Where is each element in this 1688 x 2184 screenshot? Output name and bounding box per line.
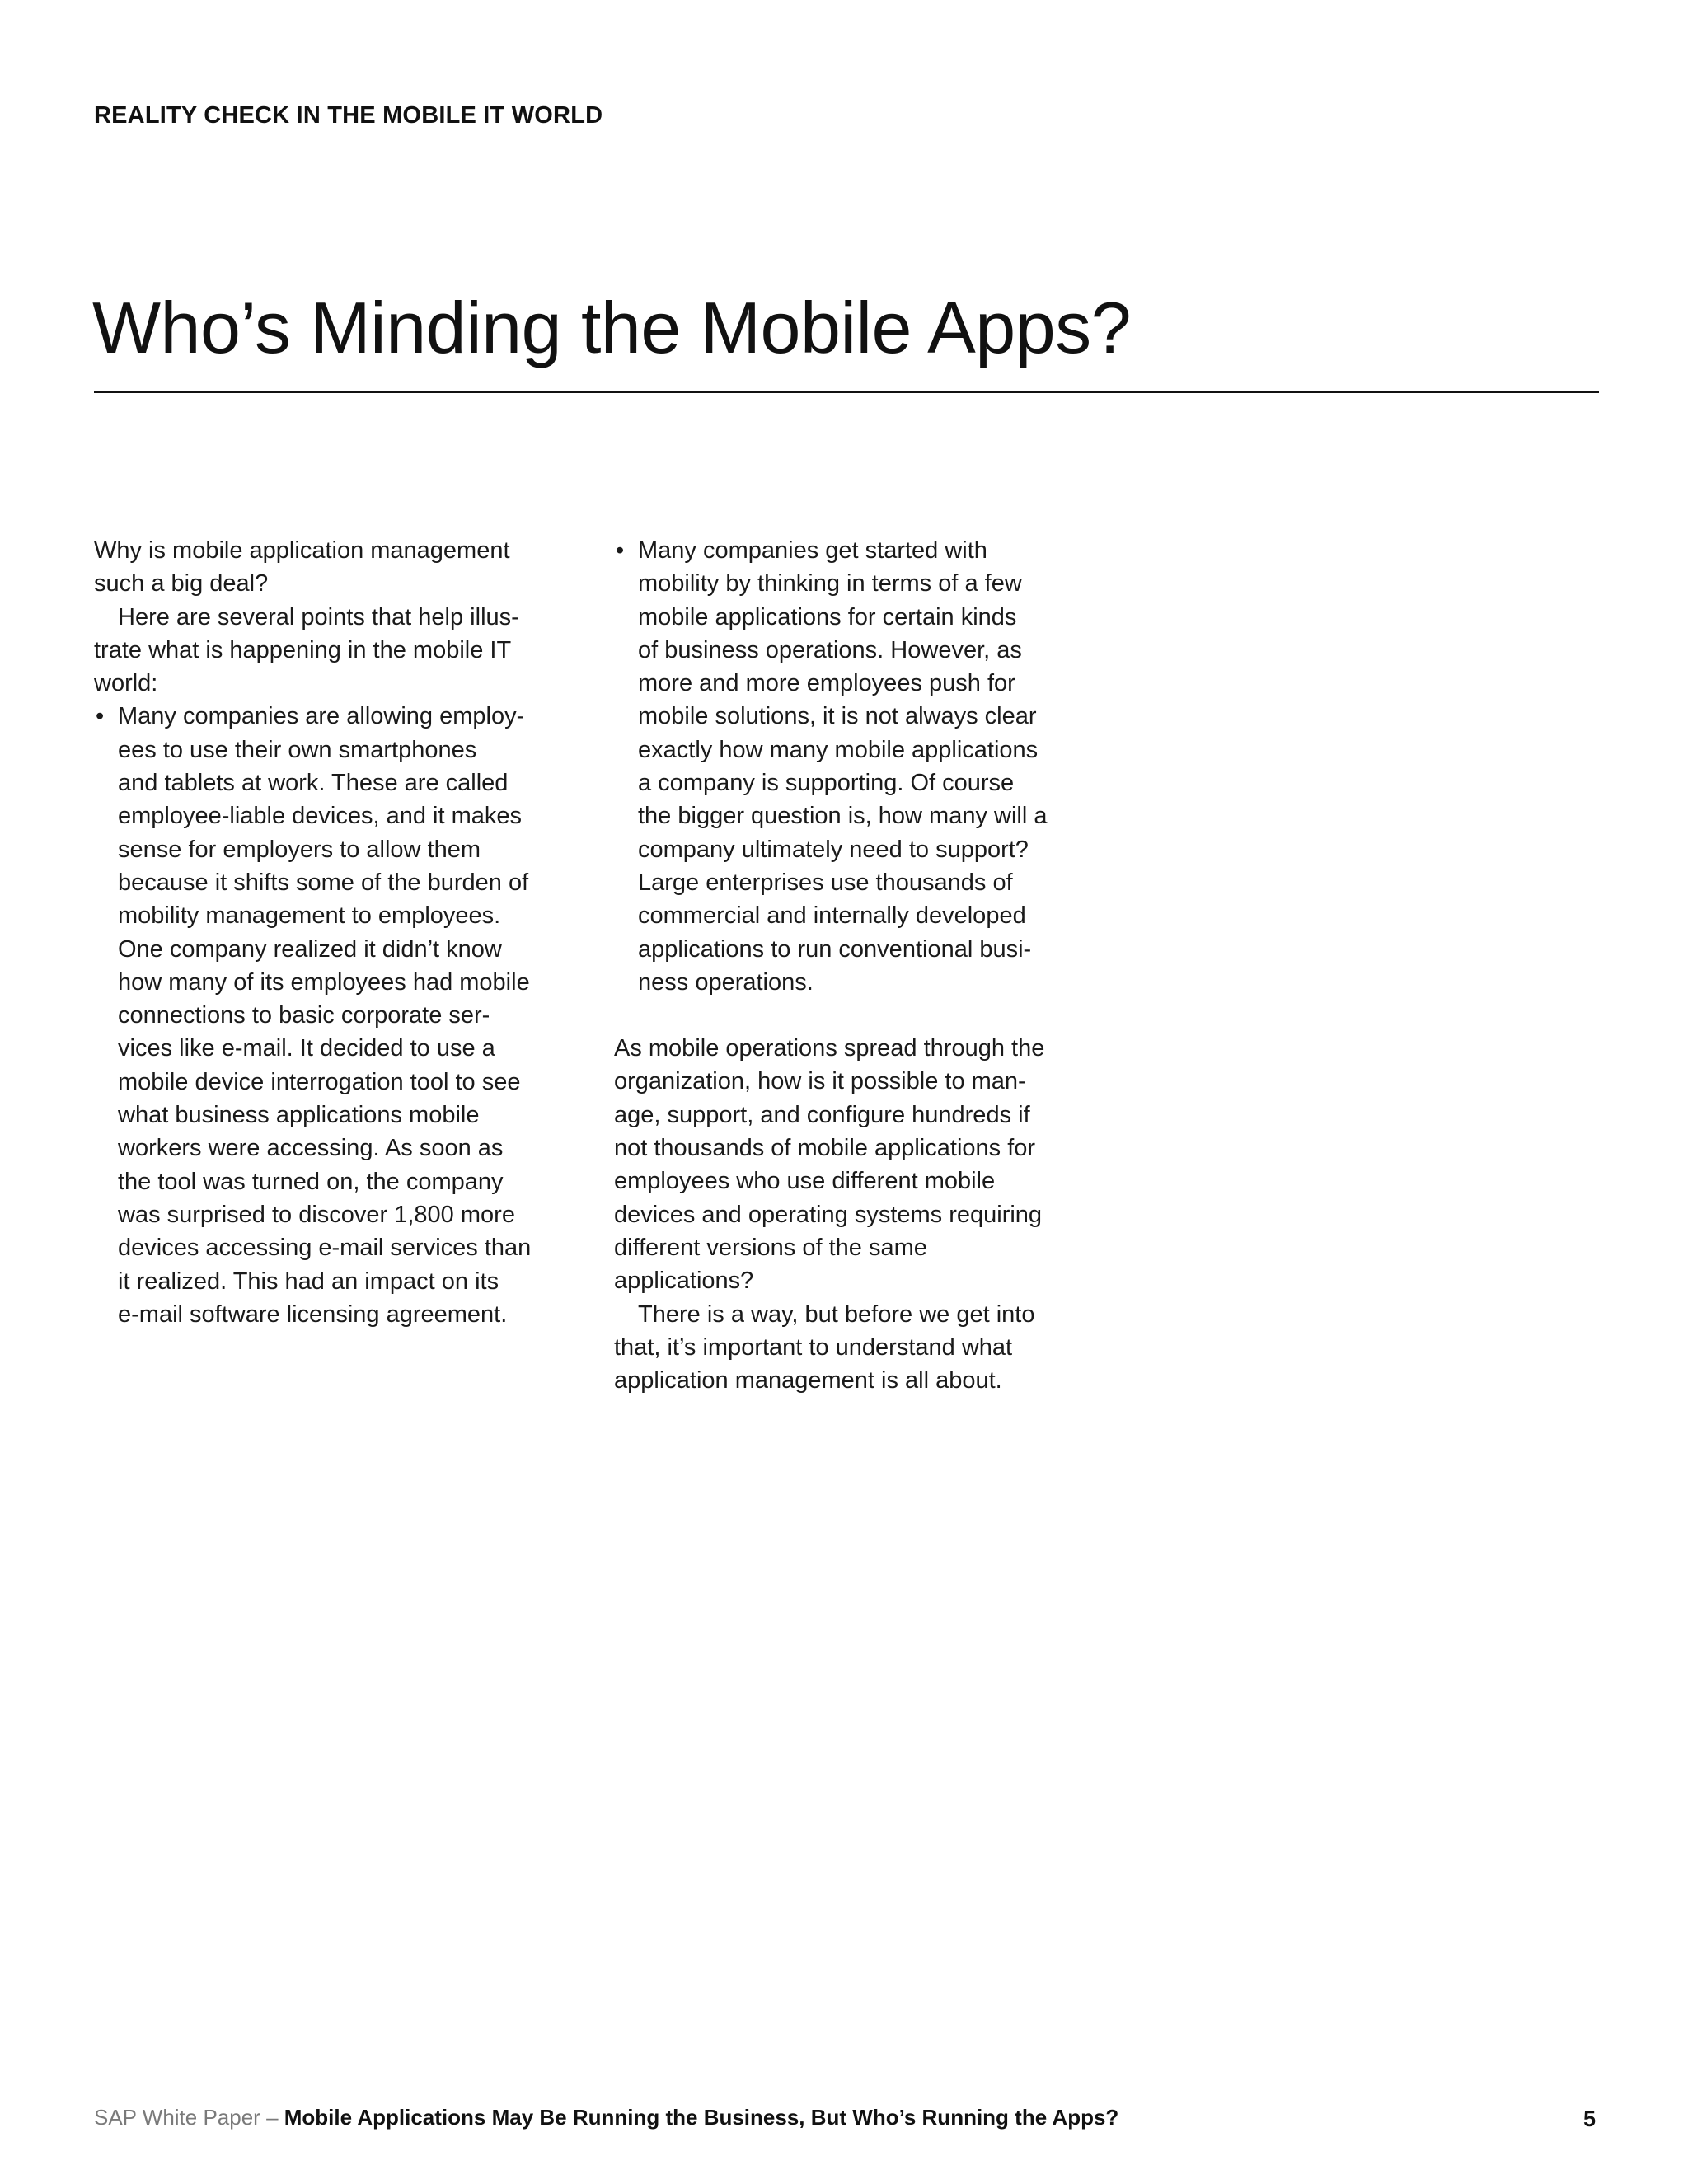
- text-line: such a big deal?: [94, 570, 269, 598]
- body-paragraph: [614, 1032, 1100, 1297]
- text-line: a company is supporting. Of course: [638, 770, 1015, 797]
- text-line: age, support, and configure hundreds if: [614, 1101, 1030, 1128]
- text-line: Large enterprises use thousands of: [638, 869, 1013, 896]
- text-line: Here are several points that help illus-: [118, 603, 519, 630]
- text-line: trate what is happening in the mobile IT: [94, 636, 512, 663]
- bullet-item: [614, 534, 1100, 999]
- text-line: workers were accessing. As soon as: [118, 1135, 504, 1162]
- text-line: As mobile operations spread through the: [614, 1035, 1045, 1062]
- text-line: and tablets at work. These are called: [118, 770, 509, 797]
- text-line: sense for employers to allow them: [118, 836, 481, 863]
- bullet-list: [94, 700, 580, 1331]
- bullet-icon: •: [616, 537, 625, 564]
- text-line: Why is mobile application management: [94, 537, 510, 564]
- text-line: commercial and internally developed: [638, 902, 1026, 930]
- text-line: ness operations.: [638, 968, 814, 996]
- text-line: e-mail software licensing agreement.: [118, 1301, 508, 1328]
- section-label: REALITY CHECK IN THE MOBILE IT WORLD: [94, 102, 603, 129]
- text-line: it realized. This had an impact on its: [118, 1268, 499, 1295]
- intro-question: [94, 534, 580, 601]
- right-column: [614, 534, 1100, 1397]
- text-line: employee-liable devices, and it makes: [118, 803, 523, 830]
- text-line: different versions of the same: [614, 1234, 927, 1261]
- text-line: that, it’s important to understand what: [614, 1333, 1013, 1361]
- footer: [94, 2105, 1118, 2130]
- text-line: mobility by thinking in terms of a few: [638, 570, 1022, 598]
- text-line: company ultimately need to support?: [638, 836, 1029, 863]
- text-line: mobile device interrogation tool to see: [118, 1068, 521, 1095]
- text-line: There is a way, but before we get into: [638, 1301, 1035, 1328]
- paragraph-gap: [614, 999, 1100, 1032]
- text-line: was surprised to discover 1,800 more: [118, 1201, 515, 1228]
- text-line: what business applications mobile: [118, 1102, 480, 1129]
- text-line: employees who use different mobile: [614, 1168, 996, 1195]
- text-line: mobility management to employees.: [118, 902, 501, 930]
- text-line: mobile applications for certain kinds: [638, 603, 1017, 630]
- footer-prefix: SAP White Paper –: [94, 2105, 284, 2130]
- text-line: of business operations. However, as: [638, 636, 1022, 663]
- title-rule: [94, 391, 1599, 393]
- left-column: [94, 534, 580, 1331]
- text-line: how many of its employees had mobile: [118, 968, 530, 996]
- footer-document-title: Mobile Applications May Be Running the Business, But Who’s Running the Apps?: [284, 2105, 1119, 2130]
- bullet-list: [614, 534, 1100, 999]
- text-line: application management is all about.: [614, 1367, 1002, 1394]
- text-line: the tool was turned on, the company: [118, 1168, 504, 1195]
- text-line: vices like e-mail. It decided to use a: [118, 1035, 495, 1062]
- body-paragraph: [614, 1298, 1100, 1398]
- text-line: devices and operating systems requiring: [614, 1201, 1043, 1228]
- text-line: ees to use their own smartphones: [118, 736, 477, 763]
- text-line: devices accessing e-mail services than: [118, 1235, 532, 1262]
- text-line: because it shifts some of the burden of: [118, 869, 529, 896]
- page-number: 5: [1583, 2107, 1597, 2131]
- text-line: connections to basic corporate ser-: [118, 1002, 490, 1029]
- text-line: Many companies get started with: [638, 537, 987, 564]
- text-line: more and more employees push for: [638, 670, 1015, 697]
- text-line: applications?: [614, 1268, 754, 1295]
- text-line: applications to run conventional busi-: [638, 935, 1032, 963]
- text-line: the bigger question is, how many will a: [638, 803, 1048, 830]
- text-line: exactly how many mobile applications: [638, 736, 1039, 763]
- page-title: Who’s Minding the Mobile Apps?: [92, 287, 1132, 368]
- text-line: organization, how is it possible to man-: [614, 1068, 1026, 1095]
- text-line: Many companies are allowing employ-: [118, 703, 525, 730]
- text-line: world:: [94, 670, 158, 697]
- bullet-icon: •: [96, 703, 105, 730]
- intro-paragraph: [94, 601, 580, 701]
- text-line: mobile solutions, it is not always clear: [638, 703, 1037, 730]
- text-line: not thousands of mobile applications for: [614, 1135, 1036, 1162]
- text-line: One company realized it didn’t know: [118, 935, 502, 963]
- bullet-item: [94, 700, 580, 1331]
